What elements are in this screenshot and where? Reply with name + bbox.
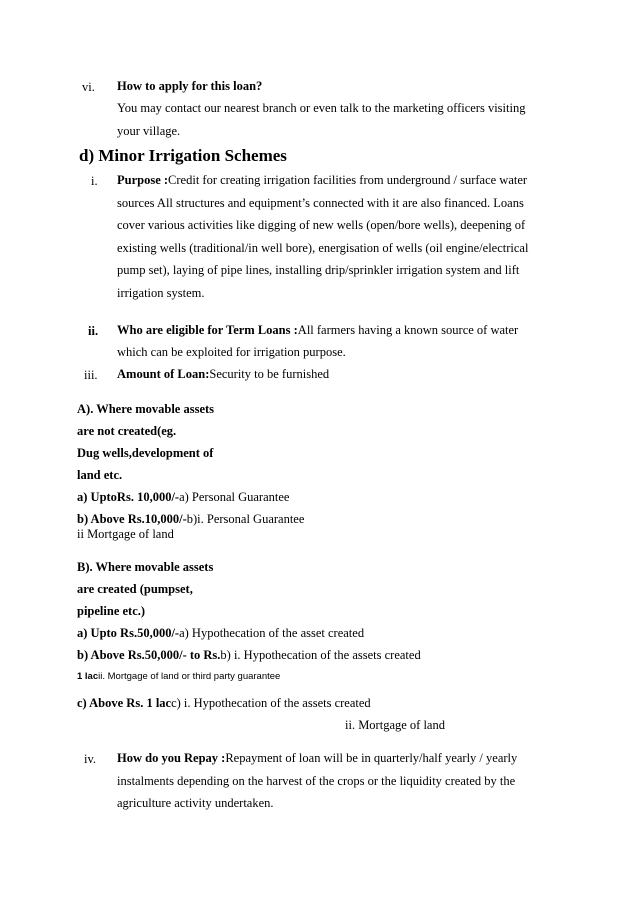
paragraph-line: You may contact our nearest branch or even talk to the marketing officers visiting bbox=[117, 101, 526, 115]
question-heading-amount: Amount of Loan: bbox=[117, 367, 210, 381]
question-heading-repay: How do you Repay : bbox=[117, 751, 226, 765]
amount-limit: c) Above Rs. 1 lac bbox=[77, 696, 172, 710]
security-text: ii. Mortgage of land or third party guarantee bbox=[98, 671, 281, 682]
security-text: a) Personal Guarantee bbox=[179, 490, 290, 504]
block-b-row bbox=[77, 697, 371, 710]
amount-limit: a) UptoRs. 10,000/- bbox=[77, 490, 180, 504]
block-a-title-line: land etc. bbox=[77, 468, 123, 482]
eligible-first-line bbox=[117, 324, 518, 337]
section-title: d) Minor Irrigation Schemes bbox=[79, 146, 287, 165]
repay-text: Repayment of loan will be in quarterly/half yearly / yearly bbox=[225, 751, 518, 765]
paragraph-line: cover various activities like digging of new wells (open/bore wells), deepening of bbox=[117, 218, 526, 232]
question-heading-eligible: Who are eligible for Term Loans : bbox=[117, 323, 298, 337]
amount-limit: b) Above Rs.10,000/- bbox=[77, 512, 187, 526]
paragraph-line: agriculture activity undertaken. bbox=[117, 796, 274, 810]
paragraph-line: instalments depending on the harvest of the crops or the liquidity created by the bbox=[117, 774, 516, 788]
item-number-iii: iii. bbox=[84, 368, 98, 382]
purpose-text: Credit for creating irrigation facilities from underground / surface water bbox=[168, 173, 528, 187]
paragraph-line: sources All structures and equipment’s connected with it are also financed. Loans bbox=[117, 196, 524, 210]
question-heading-purpose: Purpose : bbox=[117, 173, 169, 187]
paragraph-line: pump set), laying of pipe lines, installing drip/sprinkler irrigation system and lift bbox=[117, 263, 520, 277]
security-text: c) i. Hypothecation of the assets created bbox=[171, 696, 371, 710]
block-a-row: ii Mortgage of land bbox=[77, 527, 174, 541]
amount-limit: a) Upto Rs.50,000/- bbox=[77, 626, 180, 640]
paragraph-line: which can be exploited for irrigation purpose. bbox=[117, 345, 346, 359]
block-a-title-line: Dug wells,development of bbox=[77, 446, 214, 460]
paragraph-line: your village. bbox=[117, 124, 181, 138]
item-number-vi: vi. bbox=[82, 80, 95, 94]
block-a-title-line: A). Where movable assets bbox=[77, 402, 215, 416]
amount-text: Security to be furnished bbox=[209, 367, 330, 381]
security-text: b) i. Hypothecation of the assets created bbox=[220, 648, 421, 662]
block-a-row bbox=[77, 491, 289, 504]
paragraph-line: existing wells (traditional/in well bore), energisation of wells (oil engine/electrical bbox=[117, 241, 529, 255]
purpose-first-line bbox=[117, 174, 527, 187]
repay-first-line bbox=[117, 752, 517, 765]
block-a-row bbox=[77, 513, 304, 526]
eligible-text: All farmers having a known source of water bbox=[297, 323, 519, 337]
block-b-title-line: are created (pumpset, bbox=[77, 582, 193, 596]
block-b-row bbox=[77, 627, 364, 640]
item-number-i: i. bbox=[91, 174, 98, 188]
block-b-title-line: B). Where movable assets bbox=[77, 560, 214, 574]
block-b-title-line: pipeline etc.) bbox=[77, 604, 146, 618]
block-a-title-line: are not created(eg. bbox=[77, 424, 177, 438]
item-number-ii: ii. bbox=[88, 324, 99, 338]
paragraph-line: irrigation system. bbox=[117, 286, 205, 300]
question-heading-apply: How to apply for this loan? bbox=[117, 79, 263, 93]
block-b-row bbox=[77, 649, 421, 662]
item-number-iv: iv. bbox=[84, 752, 97, 766]
amount-limit: b) Above Rs.50,000/- to Rs. bbox=[77, 648, 221, 662]
block-b-row bbox=[77, 672, 280, 682]
security-text: a) Hypothecation of the asset created bbox=[179, 626, 365, 640]
block-b-row: ii. Mortgage of land bbox=[345, 718, 445, 732]
amount-line bbox=[117, 368, 329, 381]
security-text: b)i. Personal Guarantee bbox=[186, 512, 305, 526]
amount-limit: 1 lac bbox=[77, 671, 99, 682]
